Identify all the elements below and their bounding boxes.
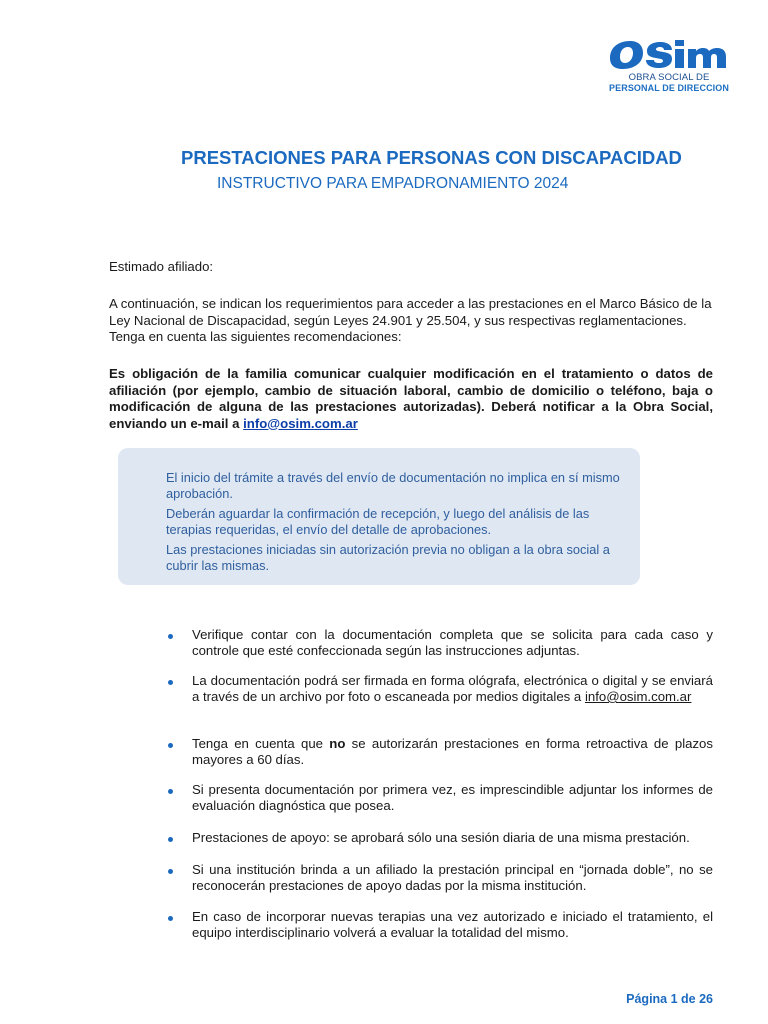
bullet-icon <box>168 743 173 748</box>
list-item-text <box>192 673 713 705</box>
notice-box <box>118 448 640 585</box>
page-number: Página 1 de 26 <box>626 992 713 1006</box>
list-item-text-part: Tenga en cuenta que <box>192 736 330 751</box>
bullet-icon <box>168 916 173 921</box>
bullet-icon <box>168 869 173 874</box>
list-item-text: Si una institución brinda a un afiliado la prestación principal en “jornada doble”, no se reconocerán prestaciones de apoyo dadas por la misma institución. <box>192 862 713 893</box>
notice-item: El inicio del trámite a través del envío de documentación no implica en sí mismo aprobación. <box>166 470 620 501</box>
list-item-text <box>192 736 713 768</box>
list-item-text: Si presenta documentación por primera vez, es imprescindible adjuntar los informes de evaluación diagnóstica que posea. <box>192 782 713 813</box>
greeting: Estimado afiliado: <box>109 259 214 274</box>
obligation-text: Es obligación de la familia comunicar cualquier modificación en el tratamiento o datos de afiliación (por ejemplo, cambio de situación laboral, cambio de domicilio o teléfono, baja o modificación de alguna de las prestaciones autorizadas). Deberá notificar a la Obra Social, enviando un e-mail a <box>109 366 713 431</box>
email-link[interactable]: info@osim.com.ar <box>243 415 358 431</box>
list-item-text-part: La documentación podrá ser firmada en forma ológrafa, electrónica o digital y se enviará a través de un archivo por foto o escaneada por medios digitales a <box>192 673 713 704</box>
notice-item: Deberán aguardar la confirmación de recepción, y luego del análisis de las terapias requeridas, el envío del detalle de aprobaciones. <box>166 506 590 537</box>
notice-item: Las prestaciones iniciadas sin autorización previa no obligan a la obra social a cubrir las mismas. <box>166 542 610 573</box>
page-subtitle: INSTRUCTIVO PARA EMPADRONAMIENTO 2024 <box>217 175 569 192</box>
osim-logo <box>608 38 730 94</box>
osim-wordmark-icon <box>608 38 730 72</box>
obligation-paragraph <box>109 366 713 432</box>
list-item-text: Verifique contar con la documentación completa que se solicita para cada caso y controle que esté confeccionada según las instrucciones adjuntas. <box>192 627 713 658</box>
list-item-text-part: se autorizarán prestaciones en forma retroactiva de plazos mayores a 60 días. <box>192 736 713 767</box>
intro-paragraph: A continuación, se indican los requerimientos para acceder a las prestaciones en el Marco Básico de la Ley Nacional de Discapacidad, según Leyes 24.901 y 25.504, y sus respectivas reglamentaciones. Tenga en cuenta las siguientes recomendaciones: <box>109 296 712 344</box>
emphasis-no: no <box>329 736 346 751</box>
logo-line-1: OBRA SOCIAL DE <box>628 72 710 83</box>
bullet-icon <box>168 634 173 639</box>
list-item-text: Prestaciones de apoyo: se aprobará sólo una sesión diaria de una misma prestación. <box>192 830 690 845</box>
logo-line-2: PERSONAL DE DIRECCION <box>609 83 729 93</box>
email-link[interactable]: info@osim.com.ar <box>584 689 692 704</box>
bullet-icon <box>168 837 173 842</box>
list-item-text: En caso de incorporar nuevas terapias una vez autorizado e iniciado el tratamiento, el equipo interdisciplinario volverá a evaluar la totalidad del mismo. <box>192 909 713 940</box>
bullet-icon <box>168 680 173 685</box>
bullet-icon <box>168 789 173 794</box>
page-title: PRESTACIONES PARA PERSONAS CON DISCAPACIDAD <box>181 147 682 168</box>
